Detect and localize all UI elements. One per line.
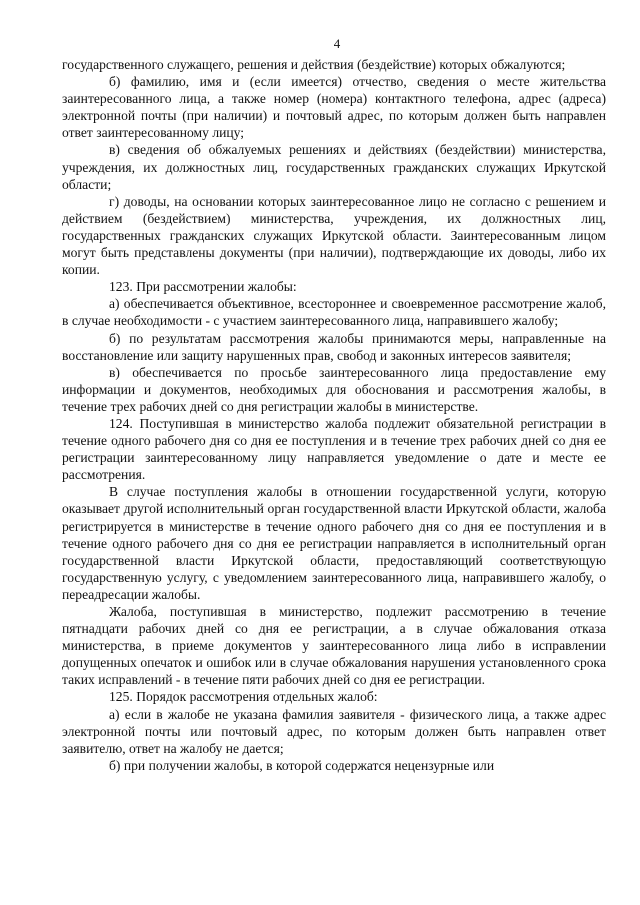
- paragraph-123-a: а) обеспечивается объективное, всестороннее и своевременное рассмотрение жалоб, в случае необходимости - с участием заинтересованного лица, направившего жалобу;: [62, 296, 606, 329]
- paragraph-125-heading: 125. Порядок рассмотрения отдельных жалоб:: [109, 689, 378, 705]
- paragraph-continuation: государственного служащего, решения и действия (бездействие) которых обжалуются;: [62, 57, 566, 72]
- paragraph-123-b: б) по результатам рассмотрения жалобы принимаются меры, направленные на восстановление или защиту нарушенных прав, свобод и законных интересов заявителя;: [62, 330, 606, 363]
- paragraph-123-v: в) обеспечивается по просьбе заинтересованного лица предоставление ему информации и документов, необходимых для обоснования и рассмотрения жалобы, в течение трех рабочих дней со дня регистрации жалобы в министерстве.: [62, 364, 606, 414]
- paragraph-item-b-surname: б) фамилию, имя и (если имеется) отчество, сведения о месте жительства заинтересованного лица, а также номер (номера) контактного телефона, адрес (адреса) электронной почты (при наличии) и почтовый адрес, по которым должен быть направлен ответ заинтересованному лицу;: [62, 74, 606, 141]
- page-number: 4: [333, 36, 341, 51]
- paragraph-123-heading: 123. При рассмотрении жалобы:: [109, 279, 297, 295]
- paragraph-124: 124. Поступившая в министерство жалоба подлежит обязательной регистрации в течение одного рабочего дня со дня ее поступления и в течение трех рабочих дней со дня ее регистрации заинтересованному лицу направляется уведомление о дате и месте ее рассмотрения.: [62, 415, 606, 483]
- paragraph-124-redirect: В случае поступления жалобы в отношении государственной услуги, которую оказывает другой исполнительный орган государственной власти Иркутской области, жалоба регистрируется в министерстве в течение одного рабочего дня со дня ее поступления и в течение одного рабочего дня со дня ее регистрации направляется в исполнительный орган государственной власти Иркутской области, предоставляющий соответствующую государственную услугу, с уведомлением заинтересованного лица, направившего жалобу, о переадресации жалобы.: [62, 484, 606, 602]
- paragraph-125-b: б) при получении жалобы, в которой содержатся нецензурные или: [109, 757, 495, 773]
- paragraph-125-a: а) если в жалобе не указана фамилия заявителя - физического лица, а также адрес электронной почты или почтовый адрес, по которым должен быть направлен ответ заявителю, ответ на жалобу не дается;: [62, 706, 606, 756]
- paragraph-124-term: Жалоба, поступившая в министерство, подлежит рассмотрению в течение пятнадцати рабочих дней со дня ее регистрации, а в случае обжалования отказа министерства, в приеме документов у заинтересованного лица либо в исправлении допущенных опечаток и ошибок или в случае обжалования нарушения установленного срока таких исправлений - в течение пяти рабочих дней со дня ее регистрации.: [62, 604, 606, 688]
- paragraph-item-v-decisions: в) сведения об обжалуемых решениях и действиях (бездействии) министерства, учреждения, их должностных лиц, государственных гражданских служащих Иркутской области;: [62, 142, 606, 192]
- paragraph-item-g-arguments: г) доводы, на основании которых заинтересованное лицо не согласно с решением и действием (бездействием) министерства, учреждения, их должностных лиц, государственных гражданских служащих Иркутской области. Заинтересованным лицом могут быть представлены документы (при наличии), подтверждающие их доводы, либо их копии.: [62, 193, 606, 278]
